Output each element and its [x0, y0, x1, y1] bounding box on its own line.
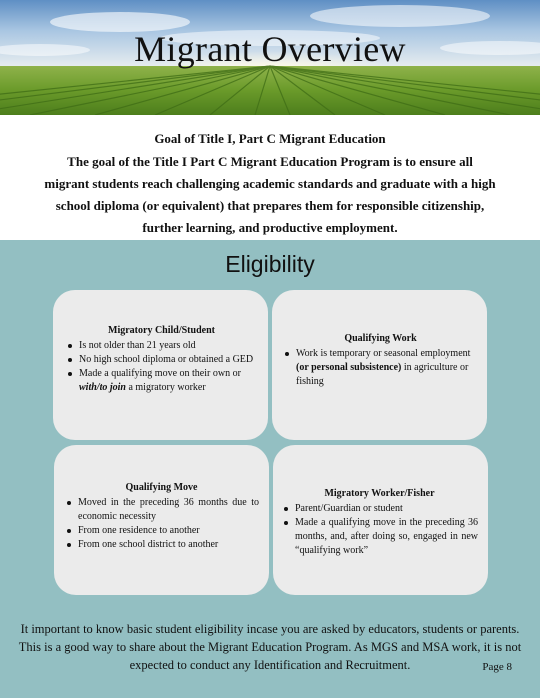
list-item-text: Work is temporary or seasonal employment: [296, 348, 471, 359]
list-item: No high school diploma or obtained a GED: [65, 353, 258, 367]
list-item: [282, 347, 479, 389]
eligibility-section: [0, 240, 540, 698]
card-title: Qualifying Move: [125, 482, 198, 493]
card-migratory-worker: [273, 445, 488, 595]
card-qualifying-move: [54, 445, 269, 595]
list-item: Moved in the preceding 36 months due to economic necessity: [64, 496, 259, 524]
list-item: Made a qualifying move in the preceding 36 months, and, after doing so, engaged in new “qualifying work”: [281, 516, 478, 558]
header-banner: [0, 0, 540, 115]
emphasis-text: (or personal subsistence): [296, 362, 402, 373]
list-item: Parent/Guardian or student: [281, 502, 478, 516]
goal-text: The goal of the Title I Part C Migrant Education Program is to ensure all migrant students reach challenging academic standards and graduate with a high school diploma (or equivalent) that prepares them for responsible citizenship, further learning, and productive employment.: [44, 154, 496, 235]
list-item: [65, 367, 258, 395]
page-title: Migrant Overview: [134, 29, 406, 69]
goal-section: [0, 130, 540, 239]
footer-note: It important to know basic student eligibility incase you are asked by educators, students or parents. This is a good way to share about the Migrant Education Program. As MGS and MSA work, it is not expected to conduct any Identification and Recruitment.: [18, 622, 522, 672]
card-list: [282, 347, 479, 389]
list-item-text: Made a qualifying move on their own or: [79, 368, 241, 379]
list-item-text: in agriculture or fishing: [296, 362, 469, 387]
card-qualifying-work: [272, 290, 487, 440]
card-migratory-child: [53, 290, 268, 440]
emphasis-text: with/to join: [79, 382, 126, 393]
eligibility-title: Eligibility: [225, 251, 315, 277]
card-title: Qualifying Work: [344, 333, 417, 344]
card-list: [64, 496, 259, 552]
list-item: From one school district to another: [64, 538, 259, 552]
list-item-text: a migratory worker: [128, 382, 206, 393]
list-item: Is not older than 21 years old: [65, 339, 258, 353]
goal-heading: Goal of Title I, Part C Migrant Education: [154, 131, 386, 146]
page-number: Page 8: [482, 661, 512, 673]
card-title: Migratory Worker/Fisher: [324, 488, 435, 499]
card-list: [65, 339, 258, 395]
card-list: [281, 502, 478, 558]
card-title: Migratory Child/Student: [108, 325, 215, 336]
list-item: From one residence to another: [64, 524, 259, 538]
